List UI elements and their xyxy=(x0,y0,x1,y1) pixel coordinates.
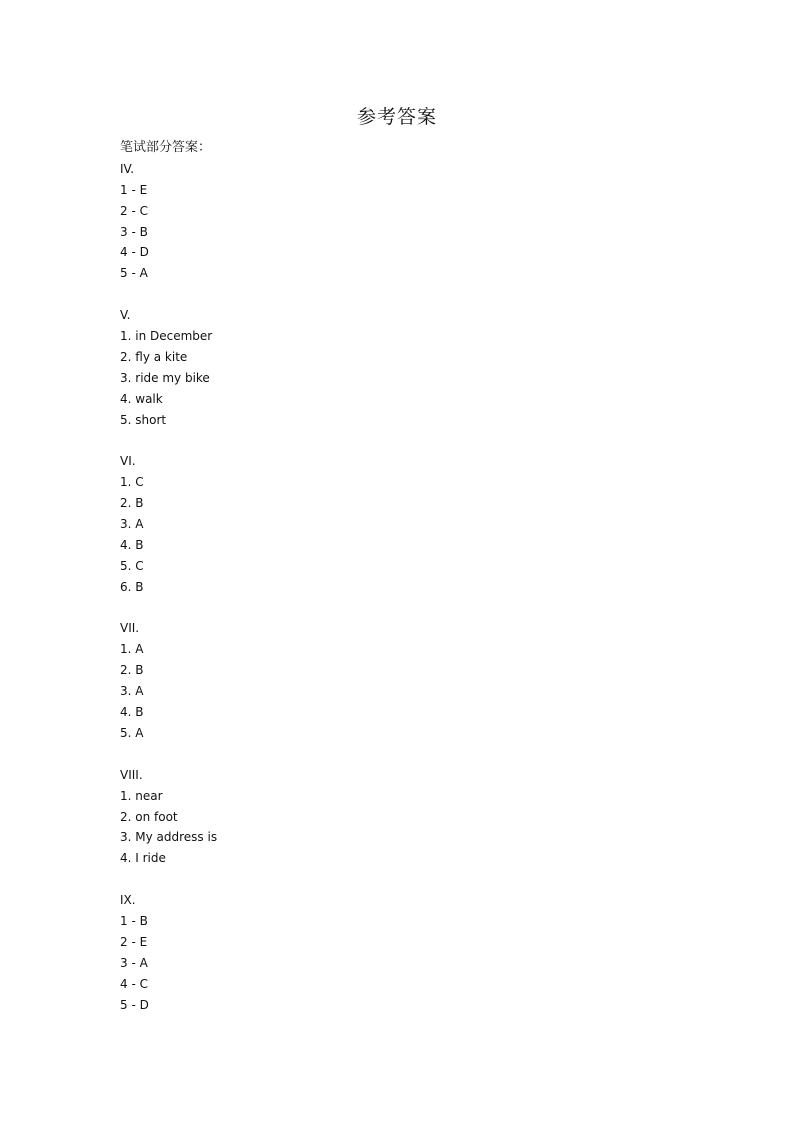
answer-section-vi xyxy=(120,451,720,597)
answer-item: 4. B xyxy=(120,537,144,552)
answer-item: 1 - B xyxy=(120,913,148,928)
section-spacer xyxy=(120,869,720,890)
answer-section-iv xyxy=(120,159,720,284)
answer-item: 5. C xyxy=(120,558,144,573)
answer-item: 5 - A xyxy=(120,266,148,281)
section-heading: IX. xyxy=(120,893,136,908)
section-heading: VI. xyxy=(120,454,136,469)
answer-item: 4. I ride xyxy=(120,851,166,866)
answer-item: 3. A xyxy=(120,517,144,532)
answer-item: 4. walk xyxy=(120,391,163,406)
section-spacer xyxy=(120,744,720,765)
answer-item: 2. on foot xyxy=(120,809,178,824)
answer-section-viii xyxy=(120,765,720,869)
section-heading: VII. xyxy=(120,621,140,636)
answer-item: 4 - D xyxy=(120,245,149,260)
answer-item: 5. short xyxy=(120,412,167,427)
answer-item: 1. C xyxy=(120,475,144,490)
answer-item: 3. My address is xyxy=(120,830,218,845)
section-heading: V. xyxy=(120,308,131,323)
answer-item: 1. in December xyxy=(120,329,213,344)
answer-section-v xyxy=(120,305,720,430)
answer-item: 2. B xyxy=(120,663,144,678)
section-spacer xyxy=(120,430,720,451)
answer-item: 3 - B xyxy=(120,224,148,239)
answer-item: 3. A xyxy=(120,684,144,699)
answer-item: 3. ride my bike xyxy=(120,370,210,385)
section-spacer xyxy=(120,284,720,305)
answer-section-vii xyxy=(120,618,720,743)
answer-item: 6. B xyxy=(120,579,144,594)
answer-section-ix xyxy=(120,890,720,1015)
page-title: 参考答案 xyxy=(356,106,437,128)
answer-item: 3 - A xyxy=(120,955,148,970)
answer-content xyxy=(120,138,720,1015)
answer-item: 5. A xyxy=(120,725,144,740)
answer-item: 2 - E xyxy=(120,934,148,949)
answer-item: 2 - C xyxy=(120,203,148,218)
section-spacer xyxy=(120,598,720,619)
answer-item: 1 - E xyxy=(120,182,148,197)
answer-item: 2. B xyxy=(120,496,144,511)
answer-item: 4. B xyxy=(120,705,144,720)
answer-item: 1. near xyxy=(120,788,163,803)
answer-item: 2. fly a kite xyxy=(120,349,188,364)
answer-item: 5 - D xyxy=(120,997,149,1012)
answer-item: 1. A xyxy=(120,642,144,657)
answer-item: 4 - C xyxy=(120,976,148,991)
written-section-intro: 笔试部分答案： xyxy=(120,140,212,155)
section-heading: IV. xyxy=(120,161,135,176)
section-heading: VIII. xyxy=(120,767,143,782)
